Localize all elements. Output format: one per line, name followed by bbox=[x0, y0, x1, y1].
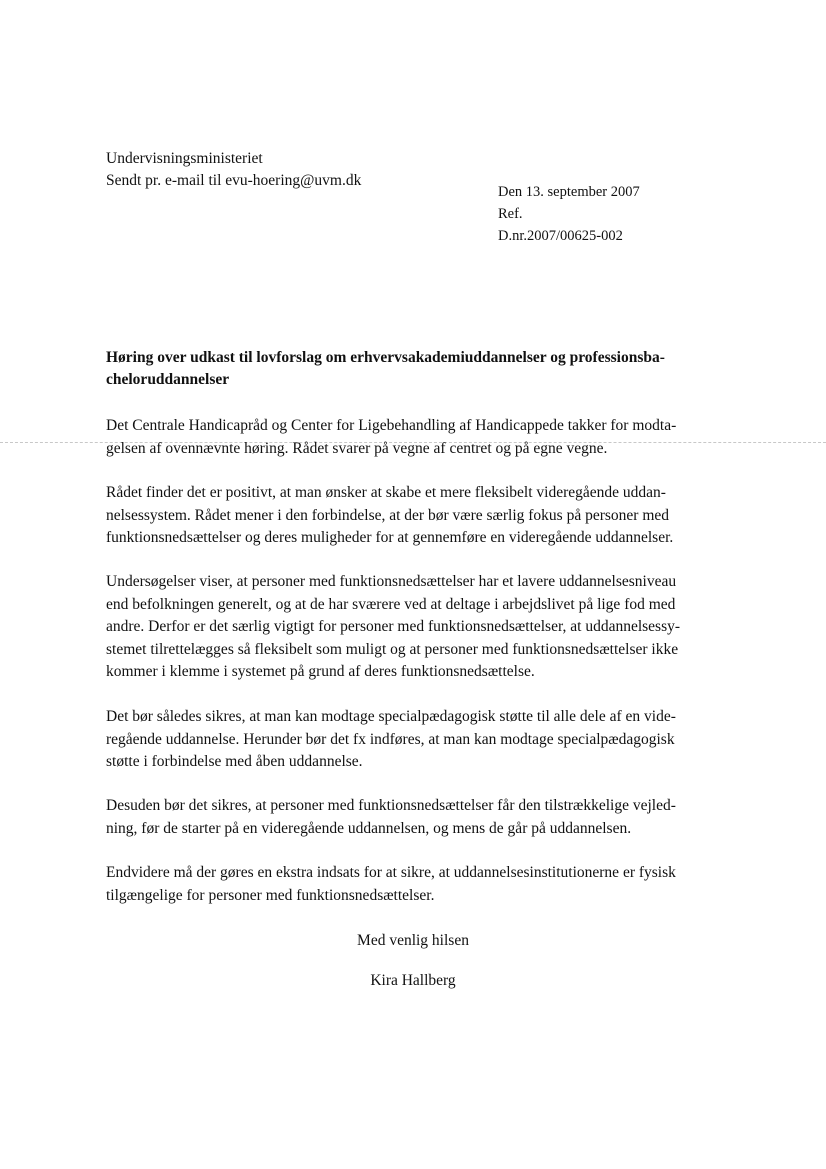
paragraph-line: støtte i forbindelse med åben uddannelse. bbox=[106, 753, 363, 770]
closing-salutation: Med venlig hilsen bbox=[357, 932, 469, 949]
paragraph-line: andre. Derfor er det særlig vigtigt for personer med funktionsnedsættelser, at uddannelsessy- bbox=[106, 618, 681, 635]
paragraph-line: Endvidere må der gøres en ekstra indsats for at sikre, at uddannelsesinstitutionerne er fysisk bbox=[106, 864, 676, 881]
subject-line: cheloruddannelser bbox=[106, 371, 230, 388]
letter-date: Den 13. september 2007 bbox=[498, 184, 640, 200]
paragraph-line: tilgængelige for personer med funktionsnedsættelser. bbox=[106, 886, 435, 904]
paragraph-6 bbox=[106, 862, 676, 907]
paragraph-line: Undersøgelser viser, at personer med funktionsnedsættelser har et lavere uddannelsesniveau bbox=[106, 573, 677, 590]
paragraph-line: kommer i klemme i systemet på grund af deres funktionsnedsættelse. bbox=[106, 663, 535, 680]
paragraph-line: funktionsnedsættelser og deres muligheder for at gennemføre en videregående uddannelser. bbox=[106, 529, 674, 546]
recipient-name: Undervisningsministeriet bbox=[106, 150, 263, 167]
paragraph-4 bbox=[106, 706, 676, 774]
letter-ref: Ref. bbox=[498, 206, 523, 222]
paragraph-1 bbox=[106, 415, 676, 460]
letter-dnr: D.nr.2007/00625-002 bbox=[498, 228, 623, 244]
recipient-email-line: Sendt pr. e-mail til evu-hoering@uvm.dk bbox=[106, 172, 362, 189]
signature-name: Kira Hallberg bbox=[370, 972, 456, 989]
paragraph-line: ning, før de starter på en videregående uddannelsen, og mens de går på uddannelsen. bbox=[106, 819, 632, 837]
paragraph-3 bbox=[106, 571, 680, 684]
paragraph-line: Desuden bør det sikres, at personer med funktionsnedsættelser får den tilstrækkelige vejled- bbox=[106, 797, 676, 814]
paragraph-line: Rådet finder det er positivt, at man ønsker at skabe et mere fleksibelt videregående uddan- bbox=[106, 484, 666, 501]
subject-line: Høring over udkast til lovforslag om erhvervsakademiuddannelser og professionsba- bbox=[106, 349, 665, 366]
paragraph-line: nelsessystem. Rådet mener i den forbindelse, at der bør være særlig fokus på personer med bbox=[106, 506, 670, 524]
paragraph-line: Det Centrale Handicapråd og Center for Ligebehandling af Handicappede takker for modta- bbox=[106, 417, 677, 434]
letter-subject bbox=[106, 347, 665, 391]
paragraph-line: stemet tilrettelægges så fleksibelt som muligt og at personer med funktionsnedsættelser ikke bbox=[106, 640, 679, 658]
paragraph-2 bbox=[106, 482, 673, 550]
letter-meta bbox=[498, 181, 640, 247]
paragraph-5 bbox=[106, 795, 676, 840]
paragraph-line: gelsen af ovennævnte høring. Rådet svarer på vegne af centret og på egne vegne. bbox=[106, 439, 608, 457]
paragraph-line: Det bør således sikres, at man kan modtage specialpædagogisk støtte til alle dele af en vide- bbox=[106, 708, 676, 725]
paragraph-line: end befolkningen generelt, og at de har sværere ved at deltage i arbejdslivet på lige fod med bbox=[106, 595, 676, 613]
paragraph-line: regående uddannelse. Herunder bør det fx indføres, at man kan modtage specialpædagogisk bbox=[106, 730, 675, 748]
recipient-block bbox=[106, 148, 361, 192]
